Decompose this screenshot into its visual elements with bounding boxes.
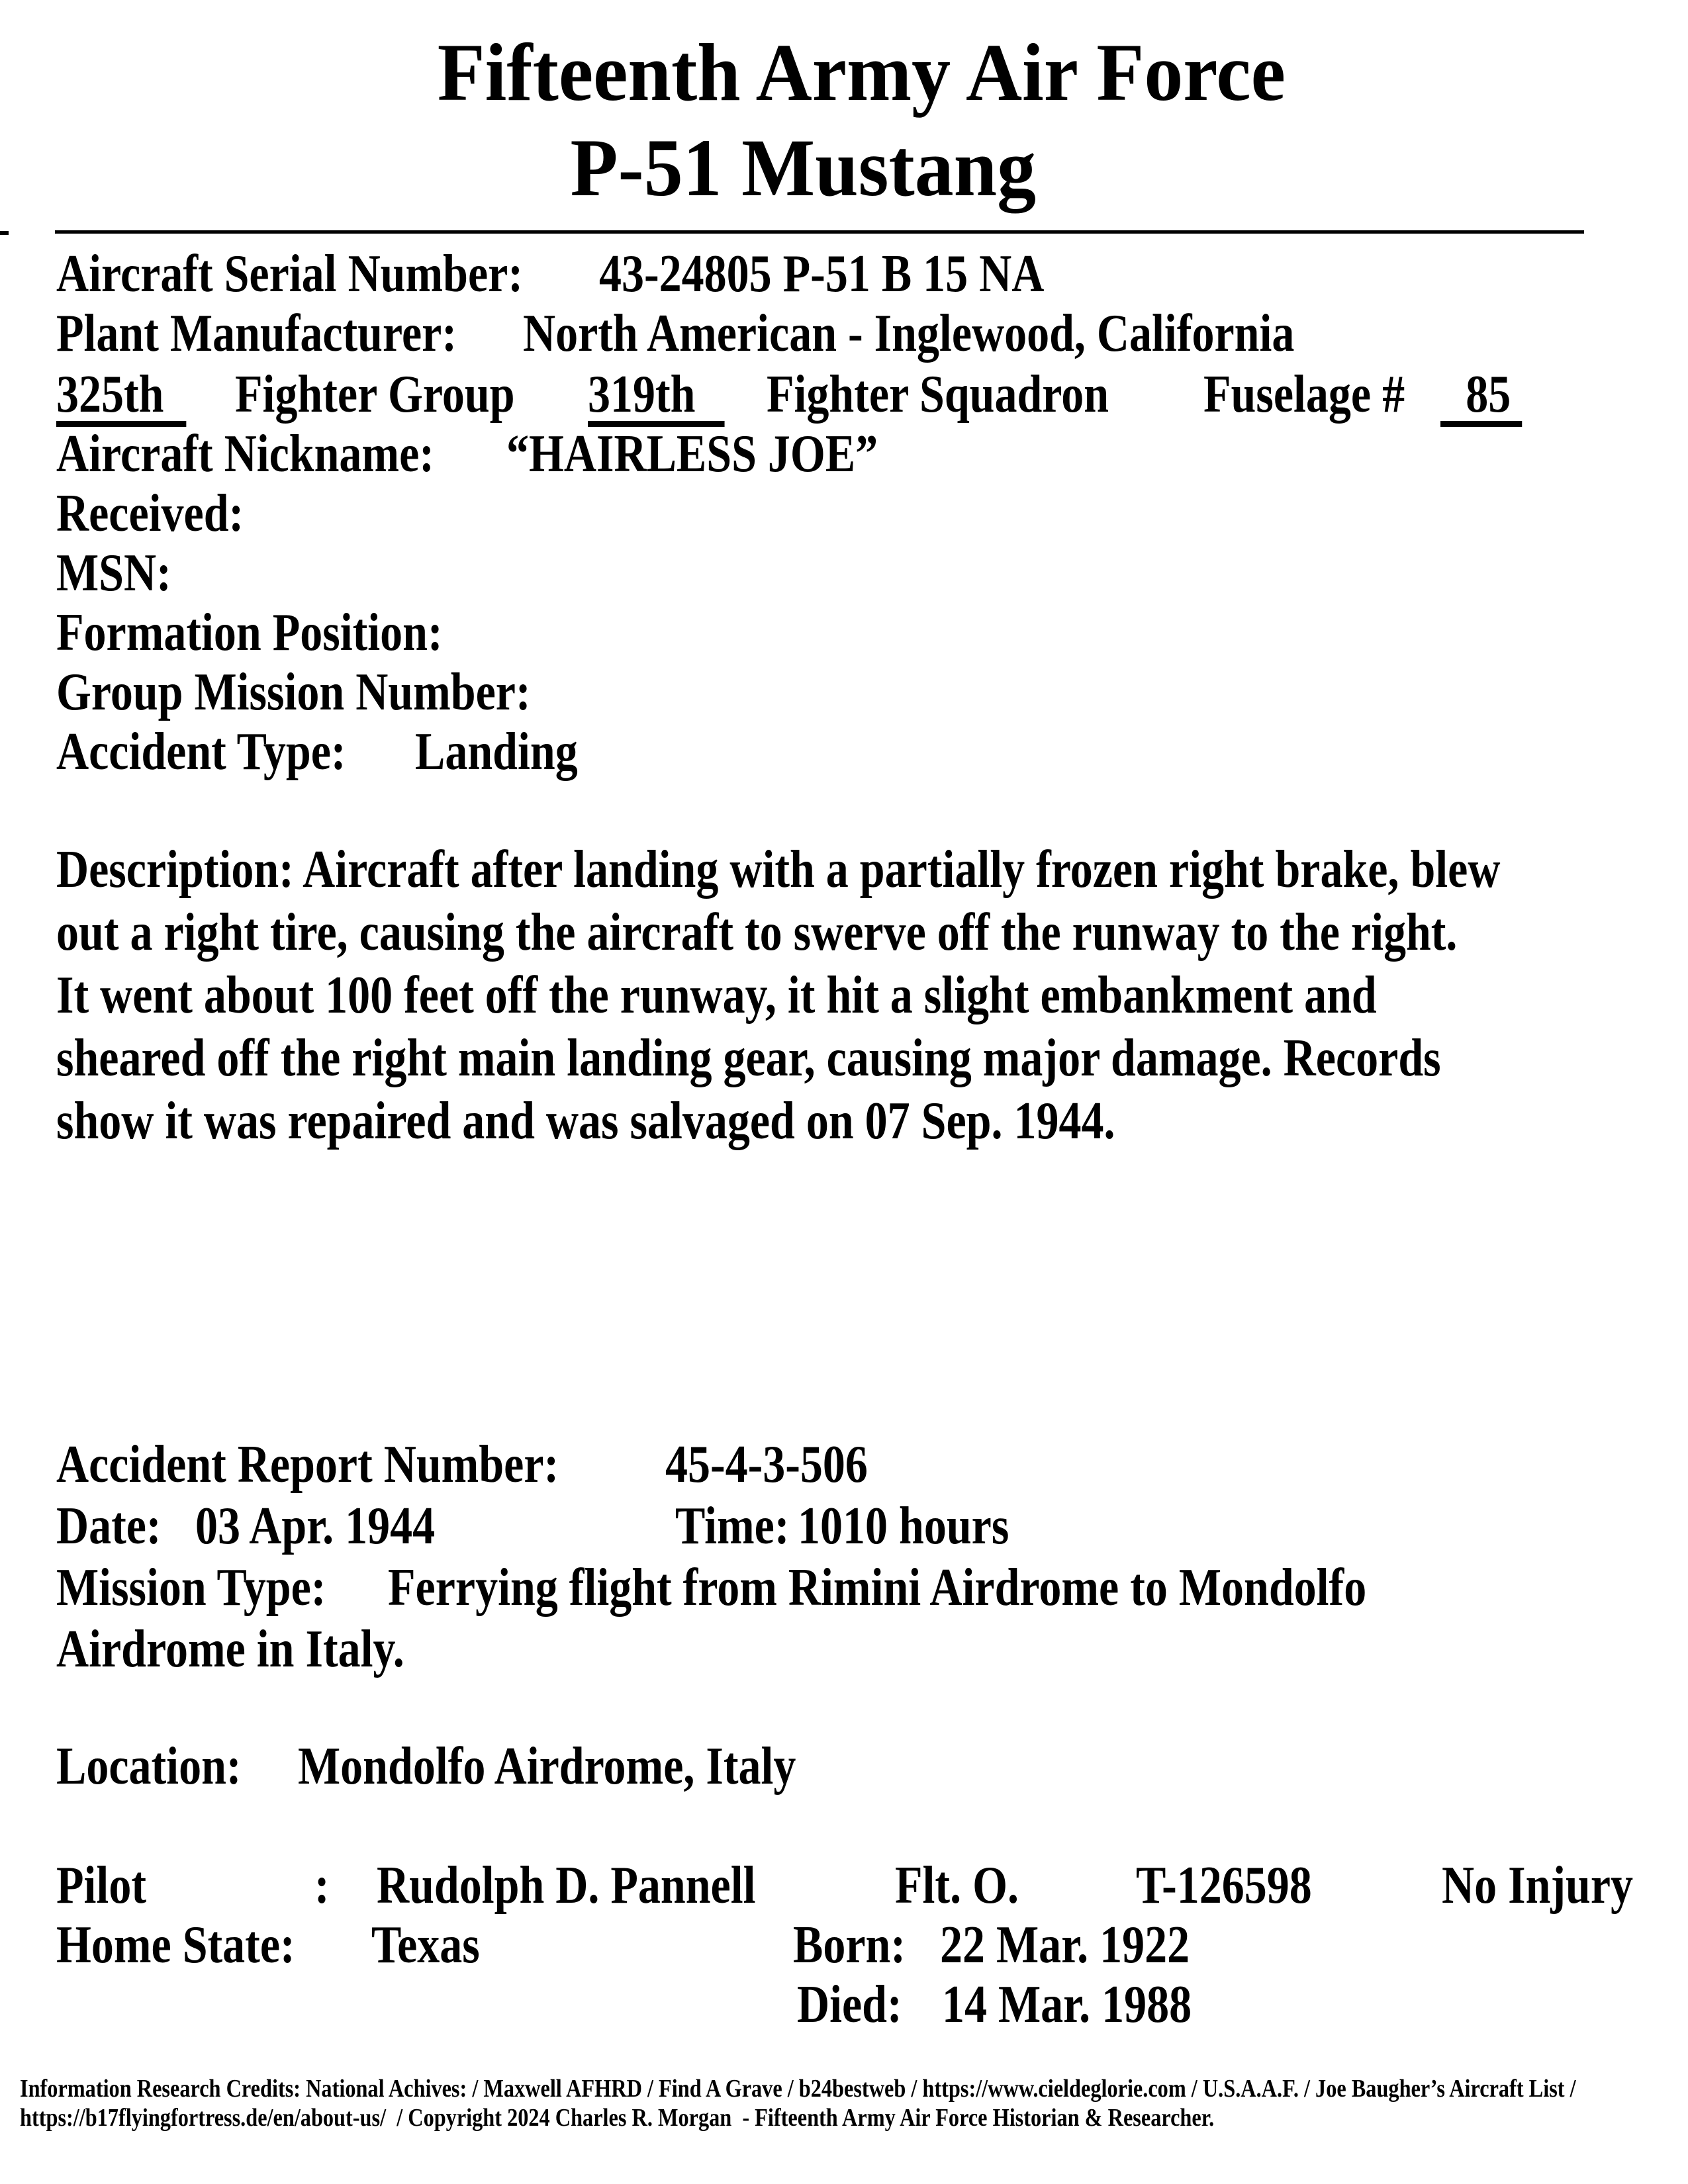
- mission-type-value-line1: Ferrying flight from Rimini Airdrome to Mondolfo: [388, 1559, 1367, 1617]
- location-row: [0, 1737, 1688, 1801]
- home-state-label: Home State:: [56, 1916, 295, 1974]
- description-line: [0, 1029, 1688, 1093]
- accident-type-value: Landing: [415, 723, 578, 781]
- born-label: Born:: [793, 1916, 906, 1974]
- description-line: [0, 903, 1688, 967]
- pilot-service-number: T-126598: [1136, 1856, 1312, 1915]
- pilot-rank: Flt. O.: [895, 1856, 1019, 1915]
- description-text-2: out a right tire, causing the aircraft to swerve off the runway to the right.: [56, 903, 1458, 962]
- footer-credits-line2: [20, 2103, 1425, 2132]
- fuselage-label: Fuselage #: [1203, 365, 1405, 424]
- fuselage-number: 85: [1440, 368, 1522, 427]
- fighter-squadron-number: 319th: [588, 368, 725, 427]
- pilot-role-label: Pilot: [56, 1856, 146, 1915]
- page-title-line1: Fifteenth Army Air Force: [437, 27, 1286, 118]
- mission-type-label: Mission Type:: [56, 1559, 326, 1617]
- msn-label: MSN:: [56, 544, 171, 602]
- plant-manufacturer-row: [0, 304, 1688, 368]
- accident-type-row: [0, 725, 1688, 786]
- mission-type-row-continued: [0, 1620, 1688, 1684]
- pilot-injury-status: No Injury: [1442, 1856, 1634, 1915]
- pilot-separator: :: [314, 1856, 330, 1915]
- page-title: [17, 27, 1688, 118]
- serial-number-value: 43-24805 P-51 B 15 NA: [599, 245, 1045, 303]
- date-time-row: [0, 1497, 1688, 1561]
- plant-manufacturer-value: North American - Inglewood, California: [523, 304, 1295, 363]
- footer-credits-text-1: Information Research Credits: National Achives: / Maxwell AFHRD / Find A Grave / b24bestweb / https://www.cieldeglorie.com / U.S.A.A.F. / Joe Baugher’s Aircraft List /: [20, 2075, 1576, 2103]
- time-value: 1010 hours: [798, 1497, 1009, 1555]
- description-text-1: Description: Aircraft after landing with a partially frozen right brake, blew: [56, 841, 1501, 899]
- home-state-born-row: [0, 1916, 1688, 1979]
- nickname-row: [0, 425, 1688, 488]
- time-label: Time:: [675, 1497, 790, 1555]
- description-text-4: sheared off the right main landing gear, causing major damage. Records: [56, 1029, 1441, 1087]
- received-row: [0, 484, 1688, 548]
- date-label: Date:: [56, 1497, 162, 1555]
- accident-report-number-row: [0, 1435, 1688, 1499]
- date-value: 03 Apr. 1944: [195, 1497, 436, 1555]
- mission-type-row: [0, 1561, 1688, 1622]
- fighter-group-label: Fighter Group: [235, 365, 515, 424]
- home-state-value: Texas: [371, 1916, 480, 1974]
- footer-credits-text-2: https://b17flyingfortress.de/en/about-us/ / Copyright 2024 Charles R. Morgan - Fifteenth Army Air Force Historian & Researcher.: [20, 2104, 1215, 2132]
- died-value: 14 Mar. 1988: [942, 1976, 1192, 2034]
- formation-position-row: [0, 606, 1688, 667]
- born-value: 22 Mar. 1922: [940, 1916, 1190, 1974]
- group-mission-number-row: [0, 663, 1688, 727]
- description-line: [0, 1092, 1688, 1156]
- description-text-5: show it was repaired and was salvaged on 07 Sep. 1944.: [56, 1092, 1115, 1150]
- accident-report-number-value: 45-4-3-506: [665, 1435, 868, 1494]
- description-line: [0, 966, 1688, 1030]
- location-value: Mondolfo Airdrome, Italy: [298, 1737, 796, 1796]
- mission-type-value-line2: Airdrome in Italy.: [56, 1620, 404, 1678]
- pilot-row: [0, 1856, 1688, 1920]
- serial-number-label: Aircraft Serial Number:: [56, 245, 523, 303]
- fighter-squadron-label: Fighter Squadron: [767, 365, 1109, 424]
- description-line: [0, 843, 1688, 904]
- page-subtitle: [0, 122, 1647, 213]
- died-row: [0, 1978, 1688, 2039]
- page-title-line2: P-51 Mustang: [570, 122, 1036, 213]
- received-label: Received:: [56, 484, 244, 543]
- died-label: Died:: [797, 1976, 902, 2034]
- pilot-name: Rudolph D. Pannell: [377, 1856, 756, 1915]
- nickname-label: Aircraft Nickname:: [56, 425, 434, 483]
- fighter-group-number: 325th: [56, 368, 186, 427]
- location-label: Location:: [56, 1737, 242, 1796]
- left-edge-tick: [0, 231, 9, 235]
- footer-credits-line1: [20, 2074, 1688, 2103]
- title-divider-rule: [55, 230, 1584, 234]
- nickname-value: “HAIRLESS JOE”: [506, 425, 878, 483]
- group-squadron-row: [0, 365, 1688, 429]
- accident-type-label: Accident Type:: [56, 723, 346, 781]
- accident-report-number-label: Accident Report Number:: [56, 1435, 559, 1494]
- serial-number-row: [0, 245, 1688, 308]
- formation-position-label: Formation Position:: [56, 604, 443, 662]
- description-text-3: It went about 100 feet off the runway, it hit a slight embankment and: [56, 966, 1377, 1024]
- plant-manufacturer-label: Plant Manufacturer:: [56, 304, 457, 363]
- msn-row: [0, 544, 1688, 608]
- group-mission-number-label: Group Mission Number:: [56, 663, 531, 721]
